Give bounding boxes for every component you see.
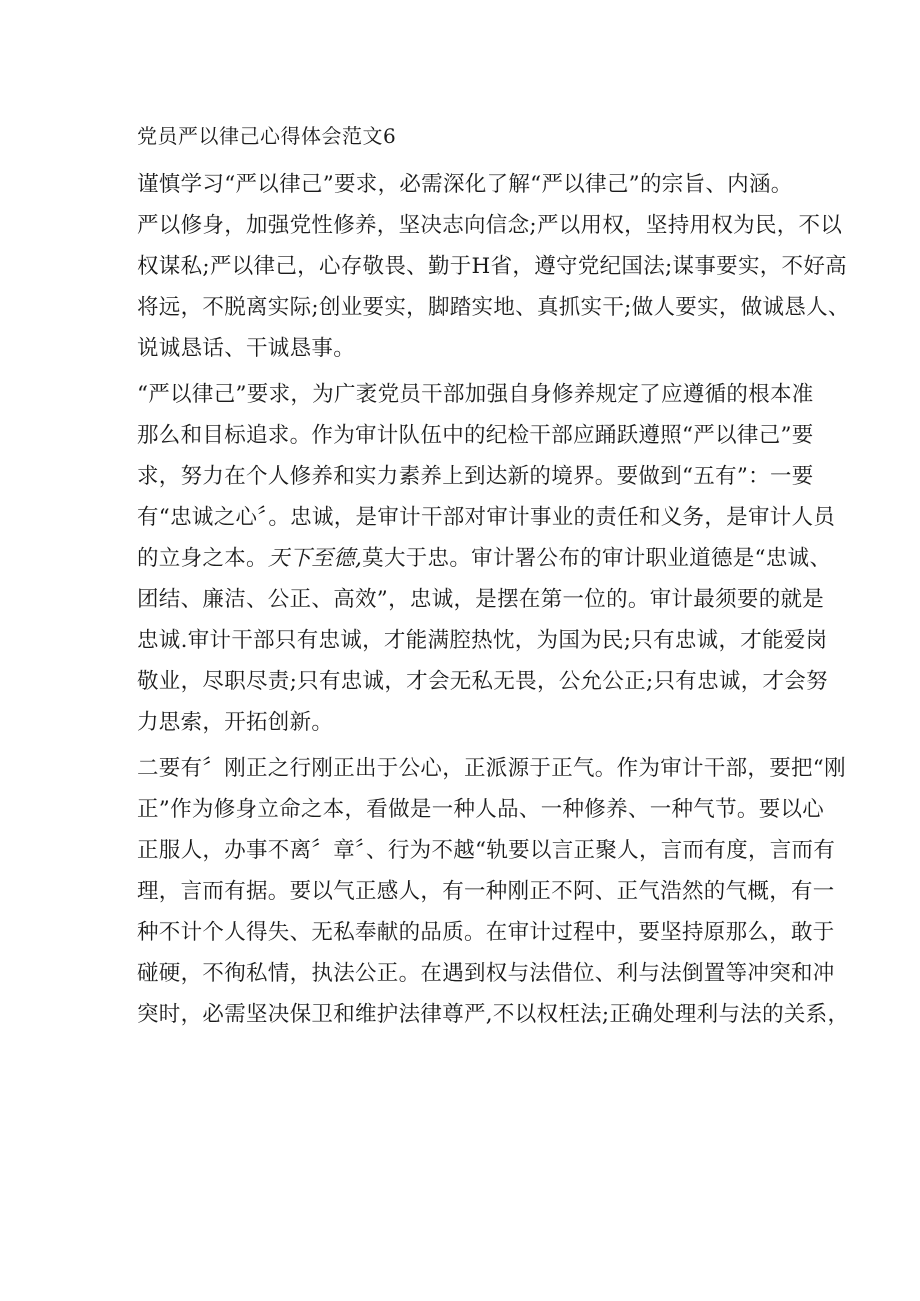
document-title: 党员严以律己心得体会范文6 [137, 124, 397, 148]
italic-quote: 天下至德, [267, 546, 363, 571]
text-line: “严以律己”要求，为广袤党员干部加强自身修养规定了应遵循的根本准 [137, 382, 814, 407]
text-line: 理，言而有据。要以气正感人，有一种刚正不阿、正气浩然的气概，有一 [137, 879, 835, 904]
text-line: 突时，必需坚决保卫和维护法律尊严,不以权枉法;正确处理利与法的关系， [137, 1002, 850, 1027]
text-line: 碰硬，不徇私情，执法公正。在遇到权与法借位、利与法倒置等冲突和冲 [137, 961, 835, 986]
text-line: 权谋私;严以律己，心存敬畏、勤于H省，遵守党纪国法;谋事要实，不好高 [137, 254, 847, 279]
document-body [137, 164, 850, 1035]
text-line: 将远，不脱离实际;创业要实，脚踏实地、真抓实干;做人要实，做诚恳人、 [137, 295, 850, 320]
paragraph-2 [137, 374, 836, 743]
paragraph-3 [137, 748, 850, 1035]
text-segment: 莫大于忠。审计署公布的审计职业道德是“忠诚、 [362, 546, 832, 571]
text-line: 忠诚.审计干部只有忠诚，才能满腔热忱，为国为民;只有忠诚，才能爱岗 [137, 628, 828, 653]
text-line: 谨慎学习“严以律己”要求，必需深化了解“严以律己”的宗旨、内涵。 [137, 172, 793, 197]
text-line: 那么和目标追求。作为审计队伍中的纪检干部应踊跃遵照“严以律己”要 [137, 423, 814, 448]
text-segment: 的立身之本。 [137, 546, 268, 571]
text-line: 敬业，尽职尽责;只有忠诚，才会无私无畏，公允公正;只有忠诚，才会努 [137, 669, 828, 694]
text-line: 有“忠诚之心〞。忠诚，是审计干部对审计事业的责任和义务，是审计人员 [137, 505, 836, 530]
text-line: 二要有〞刚正之行刚正出于公心，正派源于正气。作为审计干部，要把“刚 [137, 756, 846, 781]
text-line: 求，努力在个人修养和实力素养上到达新的境界。要做到“五有”：一要 [137, 464, 814, 489]
text-line: 正服人，办事不离〞章〞、行为不越“轨要以言正聚人，言而有度，言而有 [137, 838, 836, 863]
paragraph-1 [137, 164, 850, 369]
text-line: 说诚恳话、干诚恳事。 [137, 336, 356, 361]
text-line: 种不计个人得失、无私奉献的品质。在审计过程中，要坚持原那么，敢于 [137, 920, 835, 945]
text-line: 严以修身，加强党性修养，坚决志向信念;严以用权，坚持用权为民，不以 [137, 213, 843, 238]
text-line: 团结、廉洁、公正、高效”，忠诚，是摆在第一位的。审计最须要的就是 [137, 587, 825, 612]
text-line-mixed [137, 538, 832, 579]
text-line: 力思索，开拓创新。 [137, 710, 334, 735]
text-line: 正”作为修身立命之本，看做是一种人品、一种修养、一种气节。要以心 [137, 797, 825, 822]
